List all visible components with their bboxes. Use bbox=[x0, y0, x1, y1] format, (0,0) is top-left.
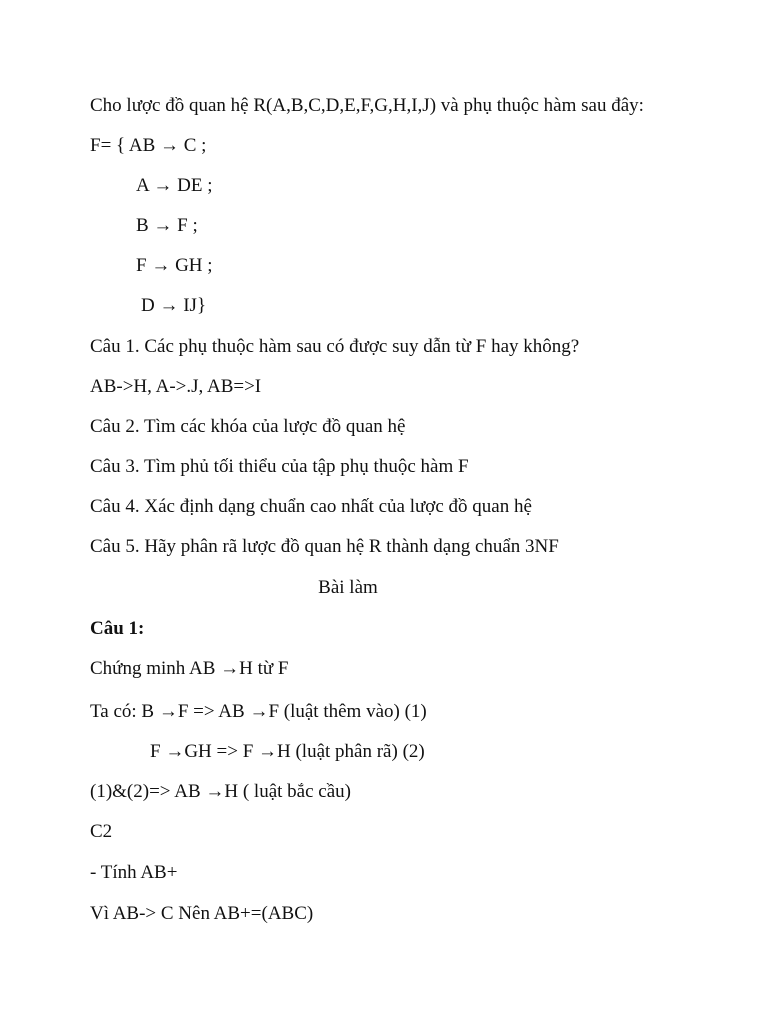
answer-title: Bài làm bbox=[318, 577, 378, 598]
answer-line-2: Ta có: B →F => AB →F (luật thêm vào) (1) bbox=[90, 701, 427, 722]
answer-line-7: Vì AB-> C Nên AB+=(ABC) bbox=[90, 903, 314, 924]
answer-line-4: (1)&(2)=> AB →H ( luật bắc cầu) bbox=[90, 781, 351, 802]
question-5: Câu 5. Hãy phân rã lược đồ quan hệ R thành dạng chuẩn 3NF bbox=[90, 536, 559, 557]
answer-line-1: Chứng minh AB →H từ F bbox=[90, 658, 289, 679]
question-1-items: AB->H, A->.J, AB=>I bbox=[90, 376, 262, 397]
intro-text: Cho lược đồ quan hệ R(A,B,C,D,E,F,G,H,I,J) và phụ thuộc hàm sau đây: bbox=[90, 95, 644, 116]
fd-line-5: D → IJ} bbox=[141, 295, 207, 316]
question-4: Câu 4. Xác định dạng chuẩn cao nhất của lược đồ quan hệ bbox=[90, 496, 532, 517]
answer-line-6: - Tính AB+ bbox=[90, 862, 178, 883]
fd-line-2: A → DE ; bbox=[136, 175, 213, 196]
fd-line-3: B → F ; bbox=[136, 215, 198, 236]
answer-line-3: F →GH => F →H (luật phân rã) (2) bbox=[150, 741, 425, 762]
fd-line-1: F= { AB → C ; bbox=[90, 135, 207, 156]
question-2: Câu 2. Tìm các khóa của lược đồ quan hệ bbox=[90, 416, 406, 437]
question-1: Câu 1. Các phụ thuộc hàm sau có được suy dẫn từ F hay không? bbox=[90, 336, 580, 357]
answer-heading: Câu 1: bbox=[90, 618, 145, 639]
question-3: Câu 3. Tìm phủ tối thiểu của tập phụ thuộc hàm F bbox=[90, 456, 469, 477]
answer-line-5: C2 bbox=[90, 821, 113, 842]
fd-line-4: F → GH ; bbox=[136, 255, 213, 276]
